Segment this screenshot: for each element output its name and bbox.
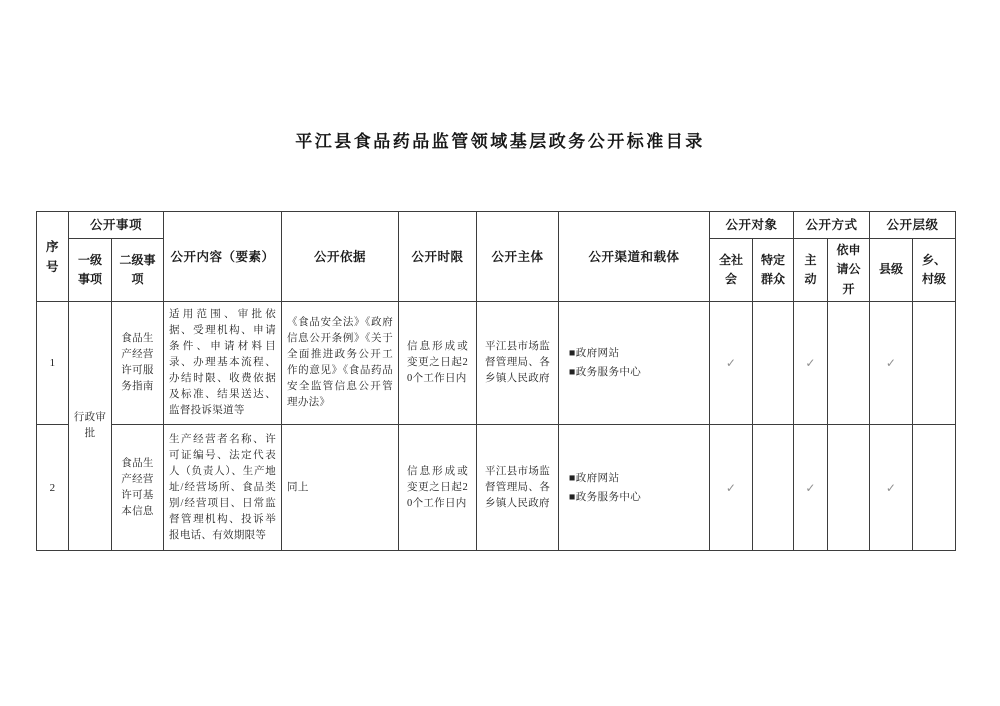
header-on-request: 依申请公开 <box>828 239 870 302</box>
check-specific-groups <box>753 302 794 425</box>
header-time-limit: 公开时限 <box>399 212 477 302</box>
header-subject: 公开主体 <box>477 212 559 302</box>
table-row-1 <box>37 302 956 425</box>
check-county: ✓ <box>870 425 913 551</box>
header-specific-groups: 特定群众 <box>753 239 794 302</box>
header-township-village: 乡、村级 <box>913 239 956 302</box>
serial-cell: 2 <box>37 425 69 551</box>
subject-cell: 平江县市场监督管理局、各乡镇人民政府 <box>477 425 559 551</box>
header-audience: 公开对象 <box>710 212 794 239</box>
table-row-2 <box>37 425 956 551</box>
check-specific-groups <box>753 425 794 551</box>
channel-item: ■政务服务中心 <box>569 491 642 503</box>
channels-cell <box>559 302 710 425</box>
time-limit-cell: 信息形成或变更之日起20个工作日内 <box>399 425 477 551</box>
header-channels: 公开渠道和载体 <box>559 212 710 302</box>
check-whole-society: ✓ <box>710 302 753 425</box>
check-township-village <box>913 302 956 425</box>
channel-item: ■政府网站 <box>569 472 620 484</box>
header-method: 公开方式 <box>794 212 870 239</box>
content-cell: 适用范围、审批依据、受理机构、申请条件、申请材料目录、办理基本流程、办结时限、收费依据及标准、结果送达、监督投诉渠道等 <box>164 302 282 425</box>
table-body <box>37 302 956 551</box>
level2-cell: 食品生产经营许可基本信息 <box>112 425 164 551</box>
basis-cell: 同上 <box>282 425 399 551</box>
header-content: 公开内容（要素） <box>164 212 282 302</box>
basis-cell: 《食品安全法》《政府信息公开条例》《关于全面推进政务公开工作的意见》《食品药品安全监管信息公开管理办法》 <box>282 302 399 425</box>
header-serial: 序号 <box>37 212 69 302</box>
page-title: 平江县食品药品监管领域基层政务公开标准目录 <box>295 132 705 151</box>
check-township-village <box>913 425 956 551</box>
check-on-request <box>828 302 870 425</box>
header-proactive: 主动 <box>794 239 828 302</box>
header-basis: 公开依据 <box>282 212 399 302</box>
content-cell: 生产经营者名称、许可证编号、法定代表人（负责人）、生产地址/经营场所、食品类别/经营项目、日常监督管理机构、投诉举报电话、有效期限等 <box>164 425 282 551</box>
table-header <box>37 212 956 302</box>
disclosure-standards-table <box>36 211 956 551</box>
channels-cell <box>559 425 710 551</box>
serial-cell: 1 <box>37 302 69 425</box>
level2-cell: 食品生产经营许可服务指南 <box>112 302 164 425</box>
header-disclosure-items: 公开事项 <box>69 212 164 239</box>
header-whole-society: 全社会 <box>710 239 753 302</box>
header-level2: 二级事项 <box>112 239 164 302</box>
check-on-request <box>828 425 870 551</box>
header-county: 县级 <box>870 239 913 302</box>
level1-cell: 行政审批 <box>69 302 112 551</box>
header-level: 公开层级 <box>870 212 956 239</box>
check-proactive: ✓ <box>794 302 828 425</box>
header-level1: 一级事项 <box>69 239 112 302</box>
check-proactive: ✓ <box>794 425 828 551</box>
check-county: ✓ <box>870 302 913 425</box>
header-row-groups <box>37 212 956 239</box>
time-limit-cell: 信息形成或变更之日起20个工作日内 <box>399 302 477 425</box>
subject-cell: 平江县市场监督管理局、各乡镇人民政府 <box>477 302 559 425</box>
channel-item: ■政府网站 <box>569 348 620 359</box>
check-whole-society: ✓ <box>710 425 753 551</box>
channel-item: ■政务服务中心 <box>569 367 642 378</box>
